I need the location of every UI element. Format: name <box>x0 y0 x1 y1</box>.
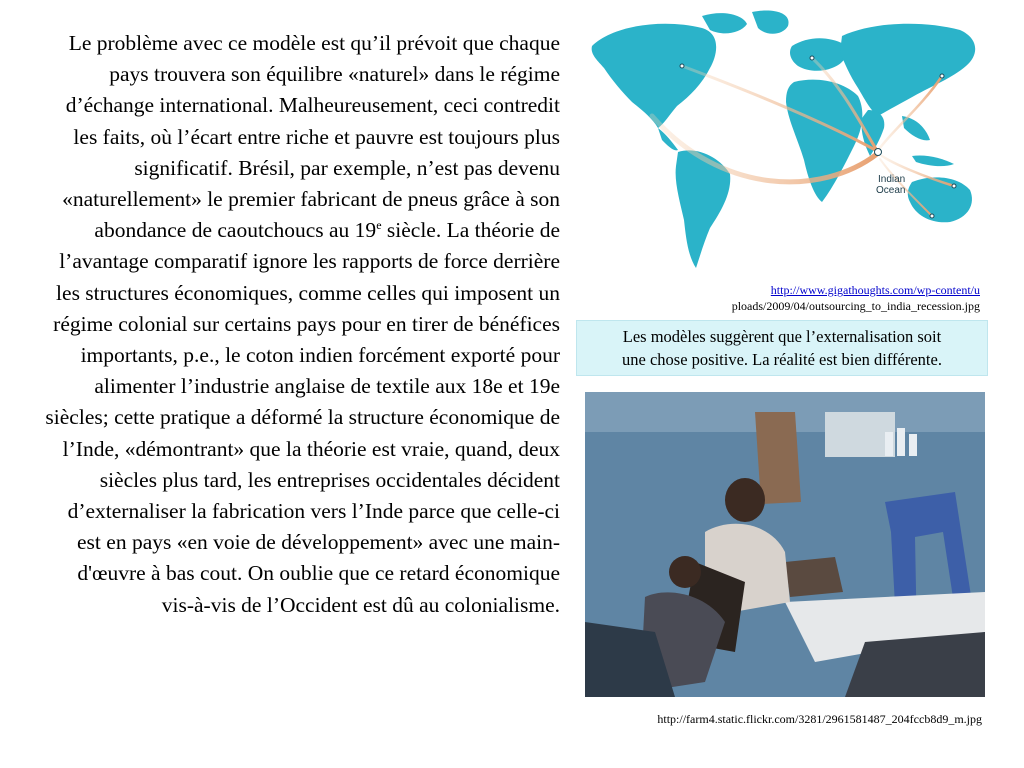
map-source-rest: ploads/2009/04/outsourcing_to_india_recession.jpg <box>731 299 980 313</box>
caption-line-1: Les modèles suggèrent que l’externalisation soit <box>622 327 942 346</box>
workshop-photo <box>585 392 985 697</box>
indian-ocean-label-1: Indian <box>878 174 906 185</box>
photo-source: http://farm4.static.flickr.com/3281/2961581487_204fccb8d9_m.jpg <box>657 712 982 726</box>
indian-ocean-label-2: Ocean <box>876 185 906 196</box>
main-text-part-2: siècle. La théorie de l’avantage comparatif ignore les rapports de force derrière les structures économiques, comme celles qui imposent un régime colonial sur certains pays pour en tirer de bénéfices importants, p.e., le coton indien forcément exporté pour alimenter l’industrie anglaise de textile aux 18e et 19e siècles; cette pratique a déformé la structure économique de l’Inde, «démontrant» que la théorie est vraie, quand, deux siècles plus tard, les entreprises occidentales décident d’externaliser la fabrication vers l’Inde parce que celle-ci est en pays «en voie de développement» avec une main-d'œuvre à bas cout. On oublie que ce retard économique vis-à-vis de l’Occident est dû au colonialisme. <box>45 218 560 617</box>
continents <box>592 11 976 268</box>
main-paragraph <box>40 28 560 621</box>
map-source-link[interactable]: http://www.gigathoughts.com/wp-content/u <box>770 283 980 297</box>
caption-box <box>576 320 988 376</box>
world-map-graphic <box>582 6 982 274</box>
workshop-photo-graphic <box>585 392 985 697</box>
superscript-e: e <box>376 218 382 233</box>
map-source <box>660 282 980 314</box>
caption-line-2: une chose positive. La réalité est bien différente. <box>622 350 942 369</box>
main-text-part-1: Le problème avec ce modèle est qu’il prévoit que chaque pays trouvera son équilibre «naturel» dans le régime d’échange international. Malheureusement, ceci contredit les faits, où l’écart entre riche et pauvre est toujours plus significatif. Brésil, par exemple, n’est pas devenu «naturellement» le premier fabricant de pneus grâce à son abondance de caoutchoucs au 19 <box>62 31 560 243</box>
world-map-image <box>582 6 982 274</box>
